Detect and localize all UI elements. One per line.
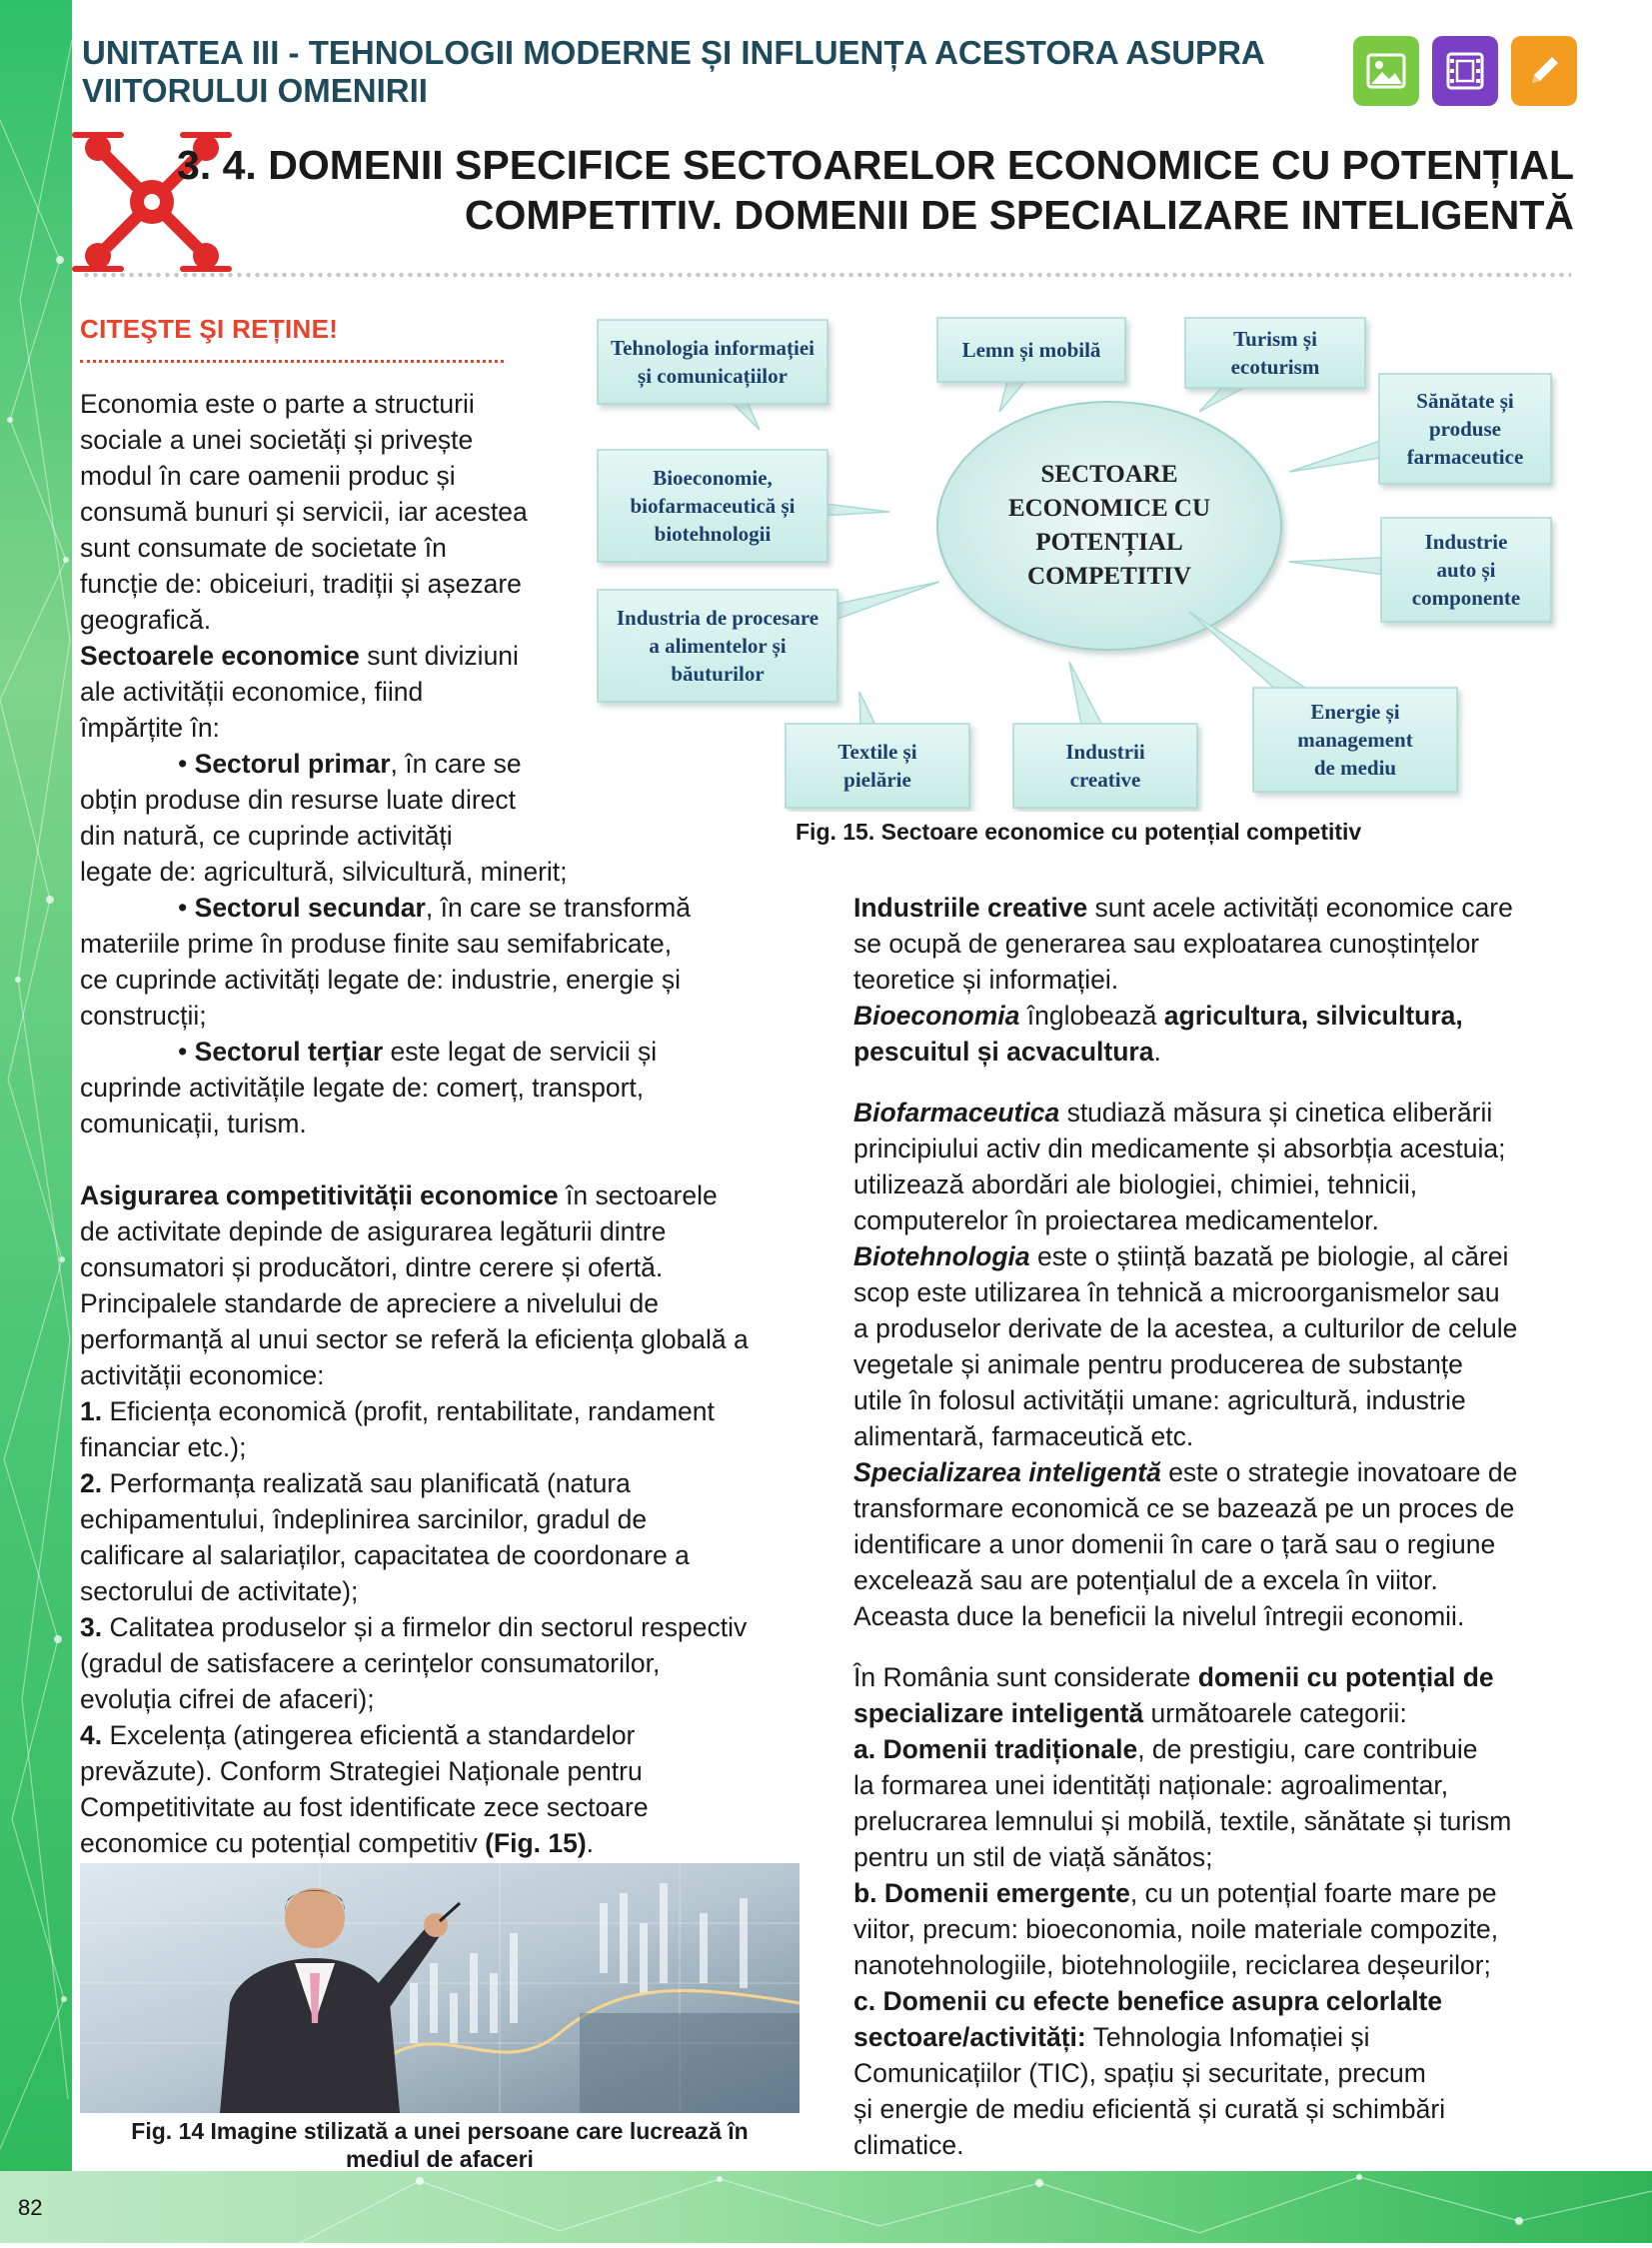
diagram-callout-box	[1013, 662, 1197, 808]
text-span: Calitatea produselor și a firmelor din sectorul respectiv	[102, 1612, 748, 1642]
callout-label-line: ecoturism	[1230, 355, 1320, 379]
text-line: funcție de: obiceiuri, tradiții și așezare	[80, 569, 522, 599]
pencil-icon[interactable]	[1511, 36, 1577, 106]
diagram-callout-box	[1189, 612, 1457, 792]
text-line: alimentară, farmaceutică etc.	[853, 1421, 1194, 1451]
text-span: este o știință bazată pe biologie, al cărei	[1029, 1241, 1509, 1271]
bold-span: pescuitul și acvacultura	[853, 1037, 1154, 1067]
bold-span: agricultura, silvicultura,	[1163, 1001, 1463, 1031]
domain-a-line	[853, 1731, 1593, 1767]
diagram-callout-box	[598, 582, 939, 702]
text-line: identificare a unor domenii în care o țară sau o regiune	[853, 1529, 1496, 1559]
callout-rect	[786, 724, 969, 808]
bold-span: domenii cu potențial de	[1197, 1662, 1494, 1692]
text-span: În România sunt considerate	[853, 1662, 1198, 1692]
text-line	[80, 1825, 820, 1861]
text-line: Comunicațiilor (TIC), spațiu și securitate, precum	[853, 2058, 1426, 2088]
diagram-callout-box	[1185, 318, 1365, 412]
callout-rect	[598, 320, 827, 404]
bold-span: sectoare/activități:	[853, 2022, 1086, 2052]
tertiary-sector-term: Sectorul terțiar	[194, 1037, 384, 1067]
domain-c-line	[853, 1983, 1593, 2019]
text-span: Eficiența economică (profit, rentabilitate, randament	[102, 1396, 715, 1426]
callout-label-line: Lemn și mobilă	[961, 338, 1101, 362]
text-line: geografică.	[80, 605, 212, 635]
list-item-4	[80, 1717, 820, 1753]
callout-label-line: Turism și	[1233, 327, 1317, 351]
bioeconomy-line	[853, 998, 1593, 1034]
domain-b-line	[853, 1875, 1593, 1911]
text-line: utile în folosul activității umane: agricultură, industrie	[853, 1385, 1466, 1415]
sectors-term: Sectoarele economice	[80, 641, 360, 671]
text-line: teoretice și informației.	[853, 965, 1119, 995]
diagram-callout-box	[1289, 518, 1551, 622]
text-line: excelează sau are potențialul de a excela în viitor.	[853, 1565, 1438, 1595]
text-line: sectorului de activitate);	[80, 1576, 359, 1606]
domain-a-term: a. Domenii tradiționale	[853, 1734, 1138, 1764]
unit-title-line-2: VIITORULUI OMENIRII	[82, 72, 428, 109]
text-line: Aceasta duce la beneficii la nivelul întregii economii.	[853, 1601, 1465, 1631]
callout-label-line: management	[1297, 728, 1413, 752]
biotech-line	[853, 1238, 1593, 1274]
item-number: 3.	[80, 1612, 103, 1642]
callout-label-line: produse	[1429, 417, 1501, 441]
competitiveness-line	[80, 1177, 820, 1213]
text-line: construcții;	[80, 1001, 207, 1031]
callout-label-line: a alimentelor și	[649, 634, 787, 658]
competitiveness-term: Asigurarea competitivității economice	[80, 1180, 559, 1210]
caption-line: mediul de afaceri	[346, 2146, 534, 2172]
text-span: .	[1153, 1037, 1161, 1067]
text-line: ce cuprinde activități legate de: industrie, energie și	[80, 965, 682, 995]
list-item-2	[80, 1465, 820, 1501]
domain-c-term: c. Domenii cu efecte benefice asupra celorlalte	[853, 1986, 1443, 2016]
text-line: Principalele standarde de apreciere a nivelului de	[80, 1288, 659, 1318]
bullet: •	[178, 1037, 195, 1067]
text-span: în sectoarele	[558, 1180, 718, 1210]
figure-reference: (Fig. 15)	[485, 1828, 587, 1858]
text-span: studiază măsura și cinetica eliberării	[1059, 1098, 1493, 1127]
callout-label-line: auto și	[1436, 558, 1496, 582]
caption-line: Fig. 14 Imagine stilizată a unei persoane care lucrează în	[131, 2118, 749, 2144]
text-line: modul în care oamenii produc și	[80, 461, 456, 491]
smart-spec-line	[853, 1454, 1593, 1490]
text-line: calificare al salariaților, capacitatea de coordonare a	[80, 1540, 690, 1570]
list-item-3	[80, 1609, 820, 1645]
diagram-center-line: POTENȚIAL	[1035, 529, 1183, 556]
text-line: ale activității economice, fiind	[80, 677, 424, 707]
text-span: economice cu potențial competitiv	[80, 1828, 486, 1858]
biopharma-line	[853, 1095, 1593, 1130]
text-line	[853, 1695, 1593, 1731]
text-line: activității economice:	[80, 1360, 325, 1390]
text-line: performanță al unui sector se referă la eficiența globală a	[80, 1324, 749, 1354]
text-line: sunt consumate de societate în	[80, 533, 447, 563]
text-line: scop este utilizarea în tehnică a microorganismelor sau	[853, 1277, 1500, 1307]
text-line: consumă bunuri și servicii, iar acestea	[80, 497, 528, 527]
text-line: financiar etc.);	[80, 1432, 247, 1462]
text-line: viitor, precum: bioeconomia, noile materiale compozite,	[853, 1914, 1499, 1944]
text-line: legate de: agricultură, silvicultură, minerit;	[80, 857, 568, 887]
text-line: utilizează abordări ale biologiei, chimiei, tehnicii,	[853, 1169, 1418, 1199]
unit-title-line-1: UNITATEA III - TEHNOLOGII MODERNE ȘI INFLUENȚA ACESTORA ASUPRA	[82, 34, 1265, 71]
callout-label-line: și comunicațiilor	[638, 364, 788, 388]
section-separator	[80, 360, 504, 363]
sectors-line	[80, 638, 600, 674]
callout-label-line: Sănătate și	[1416, 389, 1514, 413]
diagram-center-ellipse	[937, 402, 1281, 650]
callout-label-line: Textile și	[837, 740, 917, 764]
diagram-callout-box	[1289, 374, 1551, 484]
domain-b-term: b. Domenii emergente	[853, 1878, 1130, 1908]
primary-sector-line	[80, 746, 600, 782]
primary-sector-term: Sectorul primar	[194, 749, 391, 779]
text-line: consumatori și producători, dintre cerere și ofertă.	[80, 1252, 664, 1282]
creative-industries-term: Industriile creative	[853, 893, 1088, 923]
biopharma-term: Biofarmaceutica	[853, 1098, 1060, 1127]
callout-label-line: Industrie	[1424, 530, 1508, 554]
figure-14-caption	[80, 2117, 800, 2173]
text-line: comunicații, turism.	[80, 1109, 307, 1138]
text-line: transformare economică ce se bazează pe un proces de	[853, 1493, 1515, 1523]
text-line: evoluția cifrei de afaceri);	[80, 1684, 375, 1714]
text-line: și energie de mediu eficientă și curată și schimbări	[853, 2094, 1446, 2124]
text-line: echipamentului, îndeplinirea sarcinilor, gradul de	[80, 1504, 648, 1534]
decorative-divider	[82, 270, 1571, 280]
callout-label-line: pielărie	[843, 768, 911, 792]
text-line: se ocupă de generarea sau exploatarea cunoștințelor	[853, 929, 1480, 959]
section-label: CITEŞTE ŞI REȚINE!	[80, 314, 339, 344]
diagram-callout-box	[786, 692, 969, 808]
text-line: (gradul de satisfacere a cerințelor consumatorilor,	[80, 1648, 661, 1678]
callout-label-line: băuturilor	[671, 662, 765, 686]
text-line: computerelor în proiectarea medicamentelor.	[853, 1205, 1379, 1235]
text-span: sunt diviziuni	[359, 641, 519, 671]
biotech-term: Biotehnologia	[853, 1241, 1030, 1271]
text-span: următoarele categorii:	[1143, 1698, 1407, 1728]
text-span: Performanța realizată sau planificată (natura	[102, 1468, 631, 1498]
text-line: cuprinde activitățile legate de: comerț, transport,	[80, 1073, 645, 1103]
text-line	[853, 1034, 1593, 1070]
text-span: este legat de servicii și	[383, 1037, 658, 1067]
text-line: materiile prime în produse finite sau semifabricate,	[80, 929, 673, 959]
diagram-callout-box	[598, 320, 827, 430]
unit-title	[82, 34, 1281, 110]
callout-label-line: biotehnologii	[654, 522, 772, 546]
business-person-photo	[80, 1863, 800, 2113]
secondary-sector-term: Sectorul secundar	[194, 893, 426, 923]
text-line: prevăzute). Conform Strategiei Naționale pentru	[80, 1756, 643, 1786]
chapter-title-line-1: 3. 4. DOMENII SPECIFICE SECTOARELOR ECONOMICE CU POTENȚIAL	[177, 142, 1574, 188]
text-span: .	[586, 1828, 595, 1858]
right-column-text	[853, 890, 1593, 2163]
bold-span: specializare inteligentă	[853, 1698, 1144, 1728]
text-span: Excelența (atingerea eficientă a standardelor	[102, 1720, 636, 1750]
image-icon[interactable]	[1353, 36, 1419, 106]
text-line: a produselor derivate de la acestea, a culturilor de celule	[853, 1313, 1518, 1343]
decorative-left-band	[0, 0, 72, 2243]
text-span: înglobează	[1019, 1001, 1164, 1031]
list-item-1	[80, 1393, 820, 1429]
text-span: sunt acele activități economice care	[1087, 893, 1513, 923]
text-line: nanotehnologiile, biotehnologiile, reciclarea deșeurilor;	[853, 1950, 1491, 1980]
decorative-bottom-band	[0, 2171, 1652, 2243]
text-line	[853, 2019, 1593, 2055]
chapter-title-line-2: COMPETITIV. DOMENII DE SPECIALIZARE INTELIGENTĂ	[464, 192, 1574, 238]
text-line: Economia este o parte a structurii	[80, 389, 475, 419]
secondary-sector-line	[80, 890, 820, 926]
callout-label-line: Energie și	[1310, 700, 1400, 724]
diagram-callout-box	[937, 318, 1125, 412]
sectors-paragraph	[80, 854, 820, 1861]
diagram-center-line: COMPETITIV	[1027, 563, 1191, 590]
text-span: , în care se	[390, 749, 522, 779]
smart-spec-term: Specializarea inteligentă	[853, 1457, 1161, 1487]
chapter-title	[175, 140, 1574, 240]
romania-line	[853, 1659, 1593, 1695]
diagram-center-line: ECONOMICE CU	[1007, 495, 1211, 522]
figure-15-caption: Fig. 15. Sectoare economice cu potențial competitiv	[796, 819, 1362, 845]
diagram-center-line: SECTOARE	[1040, 461, 1178, 488]
text-span: , de prestigiu, care contribuie	[1137, 1734, 1478, 1764]
intro-paragraph	[80, 386, 600, 854]
callout-label-line: de mediu	[1313, 756, 1397, 780]
sectors-diagram	[590, 312, 1589, 812]
callout-label-line: farmaceutice	[1406, 445, 1524, 469]
callout-label-line: Industrii	[1065, 740, 1145, 764]
tertiary-sector-line	[80, 1034, 820, 1070]
text-line: din natură, ce cuprinde activități	[80, 821, 453, 851]
diagram-callout-box	[598, 450, 889, 562]
callout-rect	[1013, 724, 1197, 808]
creative-industries-line	[853, 890, 1593, 926]
callout-label-line: creative	[1069, 768, 1141, 792]
text-line: la formarea unei identități naționale: agroalimentar,	[853, 1770, 1449, 1800]
item-number: 2.	[80, 1468, 103, 1498]
bioeconomy-term: Bioeconomia	[853, 1001, 1020, 1031]
text-line: împărțite în:	[80, 713, 220, 743]
callout-label-line: Bioeconomie,	[653, 466, 773, 490]
text-line: vegetale și animale pentru producerea de substanțe	[853, 1349, 1463, 1379]
text-span: , în care se transformă	[425, 893, 691, 923]
item-number: 1.	[80, 1396, 103, 1426]
text-line: de activitate depinde de asigurarea legăturii dintre	[80, 1216, 667, 1246]
text-line: pentru un stil de viață sănătos;	[853, 1842, 1213, 1872]
text-line: prelucrarea lemnului și mobilă, textile, sănătate și turism	[853, 1806, 1512, 1836]
page-number: 82	[18, 2195, 43, 2220]
callout-label-line: Industria de procesare	[616, 606, 820, 630]
text-span: Tehnologia Infomației și	[1085, 2022, 1370, 2052]
text-line: principiului activ din medicamente și absorbția acestuia;	[853, 1133, 1506, 1163]
text-line: climatice.	[853, 2130, 964, 2160]
text-line: Competitivitate au fost identificate zece sectoare	[80, 1792, 649, 1822]
text-span: , cu un potențial foarte mare pe	[1129, 1878, 1497, 1908]
film-icon[interactable]	[1432, 36, 1498, 106]
text-line: obțin produse din resurse luate direct	[80, 785, 517, 815]
bullet: •	[178, 893, 195, 923]
callout-label-line: Tehnologia informației	[611, 336, 815, 360]
text-line: sociale a unei societăți și privește	[80, 425, 474, 455]
callout-label-line: componente	[1411, 586, 1521, 610]
text-span: este o strategie inovatoare de	[1160, 1457, 1518, 1487]
bullet: •	[178, 749, 195, 779]
callout-label-line: biofarmaceutică și	[630, 494, 796, 518]
item-number: 4.	[80, 1720, 103, 1750]
